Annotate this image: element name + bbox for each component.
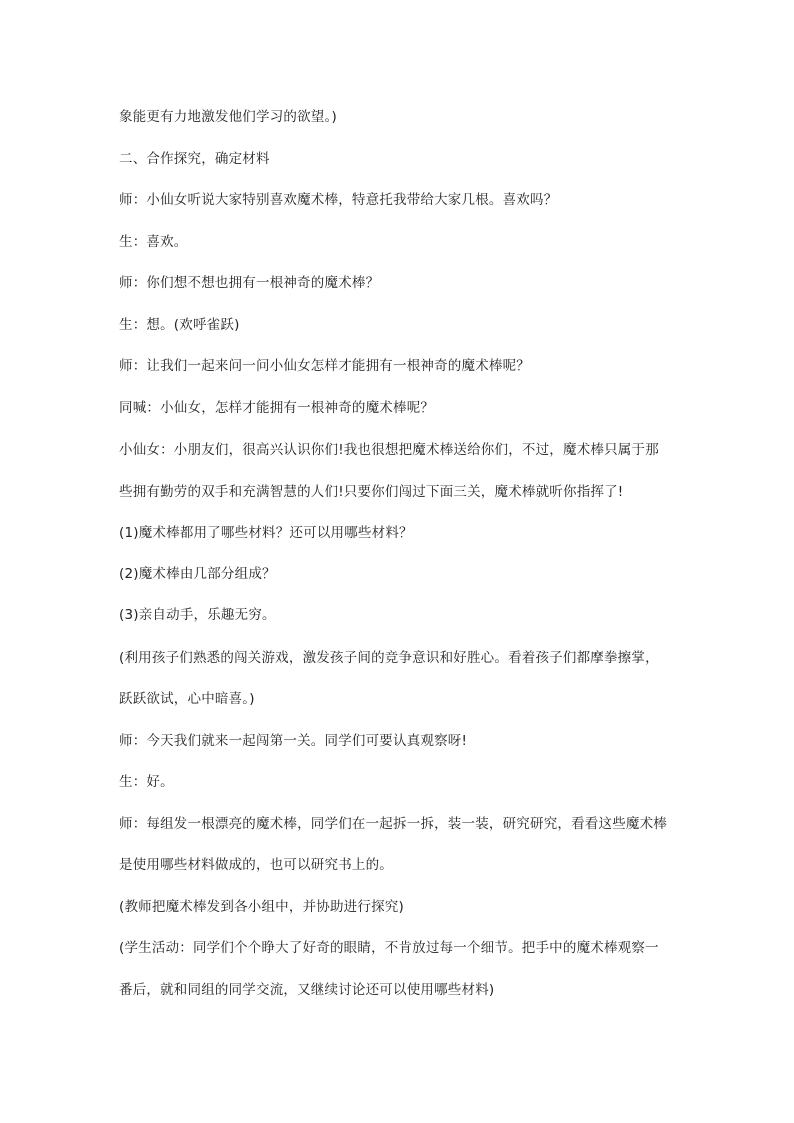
text-line: (利用孩子们熟悉的闯关游戏，激发孩子间的竞争意识和好胜心。看着孩子们都摩拳擦掌，	[119, 650, 659, 666]
text-line: (教师把魔术棒发到各小组中，并协助进行探究)	[119, 899, 404, 915]
list-item: (3)亲自动手，乐趣无穷。	[119, 607, 276, 623]
text-line: 象能更有力地激发他们学习的欲望。)	[119, 109, 337, 125]
text-line: 生：好。	[119, 774, 174, 790]
text-line: 师：今天我们就来一起闯第一关。同学们可要认真观察呀!	[119, 733, 468, 749]
text-line: 些拥有勤劳的双手和充满智慧的人们!只要你们闯过下面三关，魔术棒就听你指挥了!	[119, 484, 624, 500]
list-item: (2)魔术棒由几部分组成？	[119, 566, 276, 582]
text-line: 同喊：小仙女，怎样才能拥有一根神奇的魔术棒呢？	[119, 400, 435, 416]
text-line: 是使用哪些材料做成的，也可以研究书上的。	[119, 857, 393, 873]
text-line: 师：每组发一根漂亮的魔术棒，同学们在一起拆一拆，装一装，研究研究，看看这些魔术棒	[119, 816, 667, 832]
text-line: 师：小仙女听说大家特别喜欢魔术棒，特意托我带给大家几根。喜欢吗？	[119, 192, 558, 208]
list-item: (1)魔术棒都用了哪些材料？还可以用哪些材料？	[119, 525, 413, 541]
section-heading: 二、合作探究，确定材料	[119, 151, 270, 167]
text-line: 跃跃欲试，心中暗喜。)	[119, 691, 255, 707]
text-line: (学生活动：同学们个个睁大了好奇的眼睛，不肯放过每一个细节。把手中的魔术棒观察一	[119, 940, 659, 956]
text-line: 生：想。(欢呼雀跃)	[119, 317, 240, 333]
text-line: 师：让我们一起来问一问小仙女怎样才能拥有一根神奇的魔术棒呢？	[119, 358, 530, 374]
text-line: 番后，就和同组的同学交流，又继续讨论还可以使用哪些材料)	[119, 982, 495, 998]
text-line: 生：喜欢。	[119, 234, 188, 250]
text-line: 师：你们想不想也拥有一根神奇的魔术棒？	[119, 275, 380, 291]
text-line: 小仙女：小朋友们，很高兴认识你们!我也很想把魔术棒送给你们，不过，魔术棒只属于那	[119, 442, 659, 458]
